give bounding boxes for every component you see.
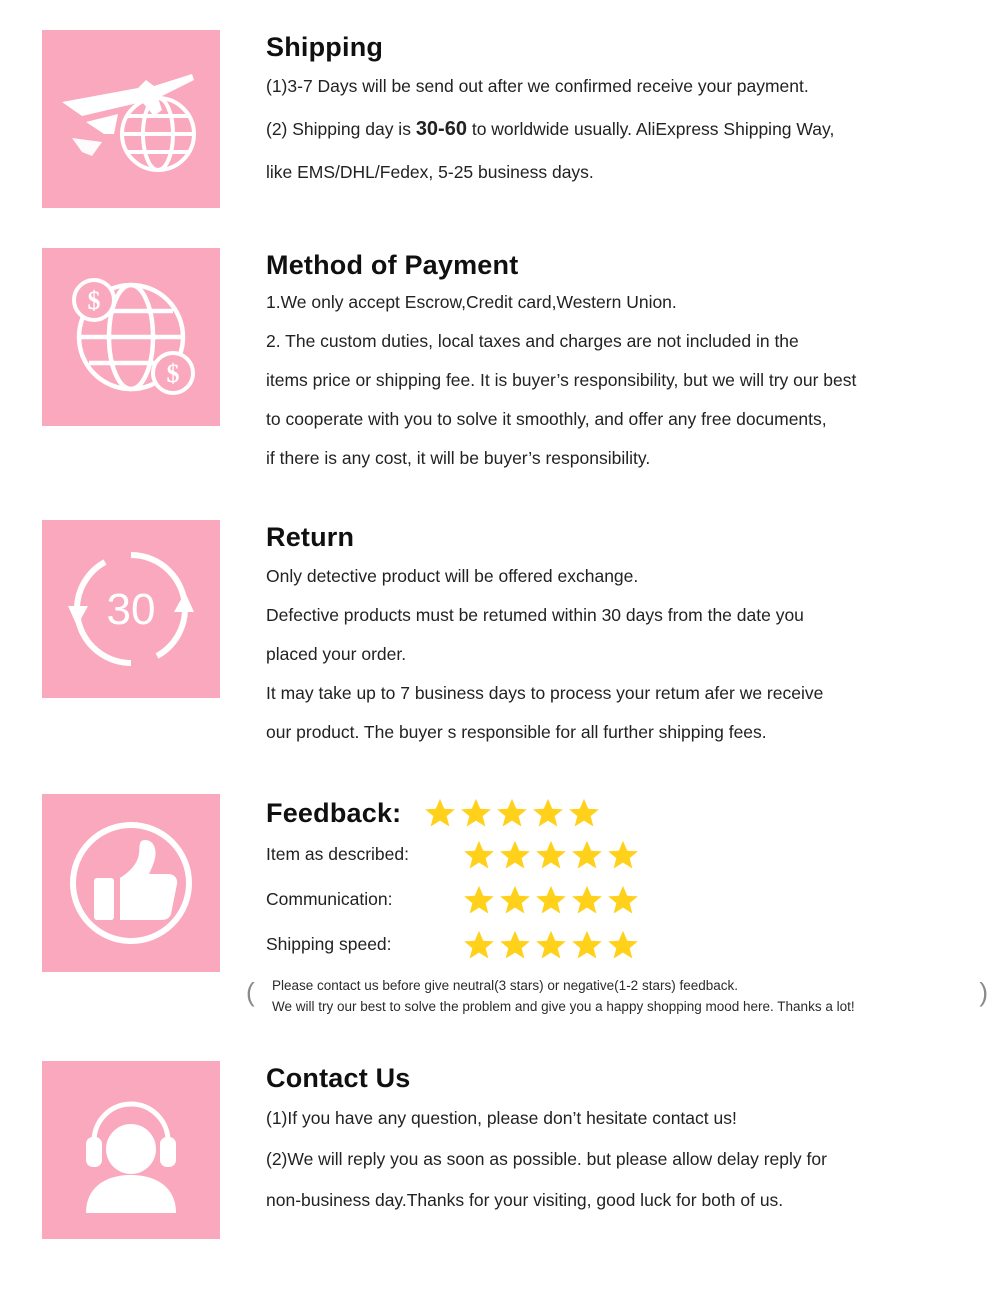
- contact-line-3: non-business day.Thanks for your visiting, good luck for both of us.: [266, 1190, 784, 1210]
- shipping-title: Shipping: [266, 32, 384, 62]
- contact-title: Contact Us: [266, 1063, 411, 1093]
- section-feedback: [0, 752, 1000, 1017]
- feedback-label: Shipping speed:: [266, 934, 392, 954]
- payment-line-3: items price or shipping fee. It is buyer’s responsibility, but we will try our best: [266, 370, 857, 390]
- feedback-note: [246, 975, 988, 1017]
- feedback-label: Communication:: [266, 889, 393, 909]
- return-icon-box: [42, 520, 220, 698]
- feedback-row-item-as-described: [266, 832, 976, 877]
- feedback-stars: [462, 883, 640, 917]
- star-icon: [498, 928, 532, 962]
- section-return: [0, 478, 1000, 752]
- return-30-days-icon: [42, 520, 220, 698]
- return-line-4: It may take up to 7 business days to process your retum afer we receive: [266, 683, 824, 703]
- return-line-2: Defective products must be retumed within 30 days from the date you: [266, 605, 804, 625]
- svg-text:$: $: [166, 359, 180, 388]
- payment-icon-box: [42, 248, 220, 426]
- svg-text:$: $: [87, 286, 101, 315]
- star-icon: [534, 838, 568, 872]
- shipping-icon-box: [42, 30, 220, 208]
- star-icon: [534, 883, 568, 917]
- feedback-note-line-1: Please contact us before give neutral(3 stars) or negative(1-2 stars) feedback.: [272, 978, 738, 993]
- headset-support-icon: [42, 1061, 220, 1239]
- return-days-count: 30: [106, 585, 156, 634]
- contact-line-2: (2)We will reply you as soon as possible. but please allow delay reply for: [266, 1149, 827, 1169]
- airplane-globe-icon: [42, 30, 220, 208]
- shipping-text-block: [220, 30, 976, 194]
- return-line-1: Only detective product will be offered exchange.: [266, 566, 639, 586]
- dollar-globe-icon: [42, 248, 220, 426]
- feedback-title: Feedback:: [266, 797, 402, 828]
- feedback-note-line-2: We will try our best to solve the problem and give you a happy shopping mood here. Thanks a lot!: [272, 999, 855, 1014]
- star-icon: [423, 796, 457, 830]
- star-icon: [570, 883, 604, 917]
- paren-right: ): [979, 977, 988, 1007]
- star-icon: [495, 796, 529, 830]
- contact-text-block: [220, 1061, 976, 1221]
- star-icon: [606, 928, 640, 962]
- shipping-line-2-pre: (2) Shipping day is: [266, 119, 416, 139]
- star-icon: [534, 928, 568, 962]
- star-icon: [462, 838, 496, 872]
- shipping-line-2: [266, 108, 976, 151]
- section-contact: [0, 1017, 1000, 1239]
- star-icon: [531, 796, 565, 830]
- shipping-line-1: (1)3-7 Days will be send out after we confirmed receive your payment.: [266, 76, 809, 96]
- payment-line-1: 1.We only accept Escrow,Credit card,Western Union.: [266, 292, 677, 312]
- star-icon: [462, 928, 496, 962]
- feedback-text-block: [220, 794, 988, 1017]
- star-icon: [567, 796, 601, 830]
- star-icon: [606, 883, 640, 917]
- star-icon: [459, 796, 493, 830]
- shipping-line-3: like EMS/DHL/Fedex, 5-25 business days.: [266, 162, 594, 182]
- return-text-block: [220, 520, 976, 752]
- star-icon: [606, 838, 640, 872]
- return-line-5: our product. The buyer s responsible for all further shipping fees.: [266, 722, 767, 742]
- star-icon: [498, 883, 532, 917]
- payment-line-5: if there is any cost, it will be buyer’s responsibility.: [266, 448, 651, 468]
- paren-left: (: [246, 977, 255, 1007]
- feedback-stars: [462, 928, 640, 962]
- contact-line-1: (1)If you have any question, please don’t hesitate contact us!: [266, 1108, 737, 1128]
- payment-title: Method of Payment: [266, 250, 519, 280]
- payment-line-2: 2. The custom duties, local taxes and charges are not included in the: [266, 331, 799, 351]
- feedback-overall-stars: [423, 796, 601, 830]
- shipping-days-range: 30-60: [415, 118, 467, 140]
- return-line-3: placed your order.: [266, 644, 407, 664]
- star-icon: [570, 928, 604, 962]
- shipping-line-2-post: to worldwide usually. AliExpress Shipping Way,: [466, 119, 835, 139]
- payment-text-block: [220, 248, 976, 478]
- feedback-row-shipping-speed: [266, 922, 976, 967]
- payment-line-4: to cooperate with you to solve it smoothly, and offer any free documents,: [266, 409, 827, 429]
- section-shipping: [0, 0, 1000, 208]
- feedback-icon-box: [42, 794, 220, 972]
- feedback-stars: [462, 838, 640, 872]
- feedback-label: Item as described:: [266, 844, 409, 864]
- thumbs-up-icon: [42, 794, 220, 972]
- star-icon: [462, 883, 496, 917]
- feedback-header: [266, 796, 976, 830]
- feedback-row-communication: [266, 877, 976, 922]
- return-title: Return: [266, 522, 355, 552]
- contact-icon-box: [42, 1061, 220, 1239]
- section-payment: [0, 208, 1000, 478]
- star-icon: [498, 838, 532, 872]
- star-icon: [570, 838, 604, 872]
